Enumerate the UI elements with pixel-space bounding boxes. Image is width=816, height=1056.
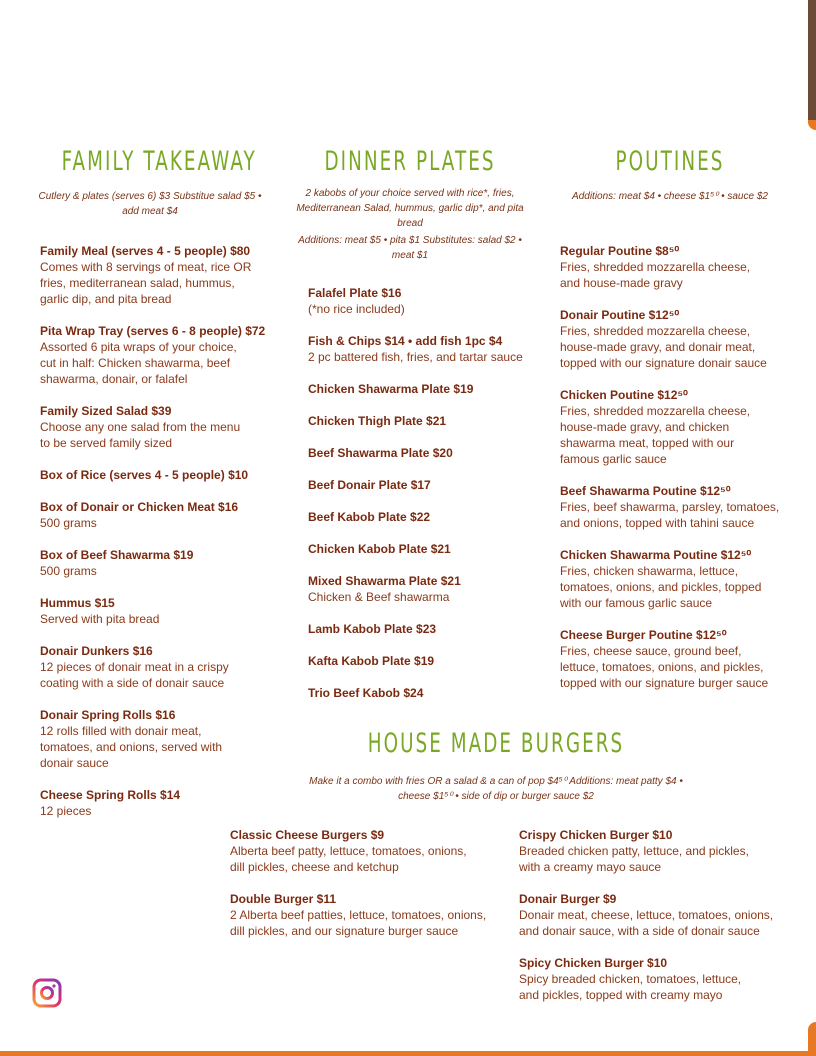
item-name: Kafta Kabob Plate $19 — [308, 654, 435, 668]
menu-item — [519, 891, 773, 939]
item-name: Box of Rice (serves 4 - 5 people) $10 — [40, 468, 249, 482]
item-name: Regular Poutine $8⁵⁰ — [560, 244, 680, 258]
menu-item — [308, 381, 473, 397]
menu-item — [308, 541, 451, 557]
menu-item — [40, 707, 222, 771]
item-name: Pita Wrap Tray (serves 6 - 8 people) $72 — [40, 324, 266, 338]
menu-item — [560, 627, 768, 691]
menu-item — [560, 547, 761, 611]
item-name: Donair Burger $9 — [519, 892, 617, 906]
item-desc: Chicken & Beef shawarma — [308, 590, 450, 604]
item-name: Beef Shawarma Poutine $12⁵⁰ — [560, 484, 731, 498]
item-desc: Fries, shredded mozzarella cheese, house-made gravy, and donair meat, topped with our signature donair sauce — [560, 324, 767, 370]
menu-item — [230, 891, 486, 939]
menu-item — [560, 307, 767, 371]
item-name: Falafel Plate $16 — [308, 286, 402, 300]
menu-item — [40, 787, 180, 819]
item-desc: Fries, shredded mozzarella cheese, house-made gravy, and chicken shawarma meat, topped with our famous garlic sauce — [560, 404, 751, 466]
family-takeaway-title: FAMILY TAKEAWAY — [61, 146, 257, 177]
item-desc: Fries, shredded mozzarella cheese, and house-made gravy — [560, 260, 751, 290]
item-name: Cheese Burger Poutine $12⁵⁰ — [560, 628, 727, 642]
menu-item — [560, 387, 750, 467]
menu-item — [308, 477, 431, 493]
item-name: Trio Beef Kabob $24 — [308, 686, 424, 700]
menu-item — [40, 499, 238, 531]
item-desc: 12 pieces of donair meat in a crispy coating with a side of donair sauce — [40, 660, 229, 690]
item-desc: 500 grams — [40, 516, 97, 530]
item-desc: Fries, beef shawarma, parsley, tomatoes, and onions, topped with tahini sauce — [560, 500, 780, 530]
item-desc: Choose any one salad from the menu to be served family sized — [40, 420, 241, 450]
item-name: Family Meal (serves 4 - 5 people) $80 — [40, 244, 251, 258]
item-desc: Served with pita bread — [40, 612, 160, 626]
item-desc: Alberta beef patty, lettuce, tomatoes, onions, dill pickles, cheese and ketchup — [230, 844, 467, 874]
poutines-title: POUTINES — [615, 146, 725, 177]
menu-item — [40, 547, 193, 579]
menu-item — [308, 573, 461, 605]
item-name: Chicken Shawarma Poutine $12⁵⁰ — [560, 548, 752, 562]
item-desc: Fries, cheese sauce, ground beef, lettuce, tomatoes, onions, and pickles, topped with our signature burger sauce — [560, 644, 769, 690]
item-desc: 12 rolls filled with donair meat, tomatoes, and onions, served with donair sauce — [40, 724, 223, 770]
item-name: Crispy Chicken Burger $10 — [519, 828, 673, 842]
corner-decoration-top — [808, 0, 816, 130]
item-desc: Breaded chicken patty, lettuce, and pickles, with a creamy mayo sauce — [519, 844, 749, 874]
poutines-note: Additions: meat $4 • cheese $1⁵⁰ • sauce $2 — [572, 191, 768, 202]
menu-item — [40, 643, 229, 691]
item-name: Cheese Spring Rolls $14 — [40, 788, 181, 802]
item-desc: 2 pc battered fish, fries, and tartar sauce — [308, 350, 523, 364]
item-name: Beef Kabob Plate $22 — [308, 510, 431, 524]
menu-item — [519, 955, 741, 1003]
menu-item — [40, 243, 251, 307]
item-name: Donair Dunkers $16 — [40, 644, 153, 658]
menu-item — [308, 653, 434, 669]
menu-item — [560, 483, 779, 531]
menu-item — [308, 621, 436, 637]
item-name: Box of Beef Shawarma $19 — [40, 548, 194, 562]
item-desc: 12 pieces — [40, 804, 92, 818]
item-desc: Spicy breaded chicken, tomatoes, lettuce, and pickles, topped with creamy mayo — [519, 972, 742, 1002]
menu-item — [230, 827, 467, 875]
menu-item — [308, 445, 453, 461]
item-name: Chicken Poutine $12⁵⁰ — [560, 388, 688, 402]
item-name: Donair Poutine $12⁵⁰ — [560, 308, 680, 322]
item-desc: (*no rice included) — [308, 302, 405, 316]
item-name: Hummus $15 — [40, 596, 115, 610]
item-desc: Assorted 6 pita wraps of your choice, cut in half: Chicken shawarma, beef shawarma, donair, or falafel — [40, 340, 237, 386]
item-desc: 500 grams — [40, 564, 97, 578]
menu-item — [308, 285, 405, 317]
item-name: Beef Shawarma Plate $20 — [308, 446, 453, 460]
family-takeaway-note: Cutlery & plates (serves 6) $3 Substitue salad $5 • add meat $4 — [38, 191, 262, 217]
burgers-note: Make it a combo with fries OR a salad & a can of pop $4⁵⁰ Additions: meat patty $4 • cheese $1⁵⁰ • side of dip or burger sauce $2 — [309, 776, 683, 802]
menu-item — [40, 467, 248, 483]
item-desc: Fries, chicken shawarma, lettuce, tomatoes, onions, and pickles, topped with our famous garlic sauce — [560, 564, 762, 610]
burgers-title: HOUSE MADE BURGERS — [367, 728, 625, 759]
item-name: Spicy Chicken Burger $10 — [519, 956, 668, 970]
item-desc: Donair meat, cheese, lettuce, tomatoes, onions, and donair sauce, with a side of donair sauce — [519, 908, 774, 938]
dinner-plates-note: 2 kabobs of your choice served with rice*, fries, Mediterranean Salad, hummus, garlic dip*, and pita bread — [296, 188, 524, 229]
item-name: Lamb Kabob Plate $23 — [308, 622, 437, 636]
menu-item — [308, 685, 423, 701]
dinner-plates-title: DINNER PLATES — [324, 146, 496, 177]
item-name: Beef Donair Plate $17 — [308, 478, 431, 492]
item-name: Chicken Shawarma Plate $19 — [308, 382, 474, 396]
item-name: Family Sized Salad $39 — [40, 404, 172, 418]
item-name: Double Burger $11 — [230, 892, 337, 906]
instagram-icon[interactable] — [32, 978, 62, 1008]
item-name: Fish & Chips $14 • add fish 1pc $4 — [308, 334, 503, 348]
item-name: Chicken Kabob Plate $21 — [308, 542, 451, 556]
dinner-plates-additions: Additions: meat $5 • pita $1 Substitutes: salad $2 • meat $1 — [298, 235, 522, 261]
menu-item — [308, 509, 430, 525]
bottom-accent-bar — [0, 1051, 816, 1056]
menu-item — [560, 243, 750, 291]
menu-item — [40, 323, 265, 387]
menu-item — [40, 403, 240, 451]
item-name: Classic Cheese Burgers $9 — [230, 828, 385, 842]
item-name: Mixed Shawarma Plate $21 — [308, 574, 461, 588]
menu-item — [308, 413, 446, 429]
menu-item — [40, 595, 159, 627]
item-name: Donair Spring Rolls $16 — [40, 708, 176, 722]
menu-item — [519, 827, 749, 875]
menu-item — [308, 333, 523, 365]
item-desc: Comes with 8 servings of meat, rice OR fries, mediterranean salad, hummus, garlic dip, and pita bread — [40, 260, 252, 306]
item-name: Chicken Thigh Plate $21 — [308, 414, 447, 428]
item-name: Box of Donair or Chicken Meat $16 — [40, 500, 239, 514]
item-desc: 2 Alberta beef patties, lettuce, tomatoes, onions, dill pickles, and our signature burger sauce — [230, 908, 487, 938]
